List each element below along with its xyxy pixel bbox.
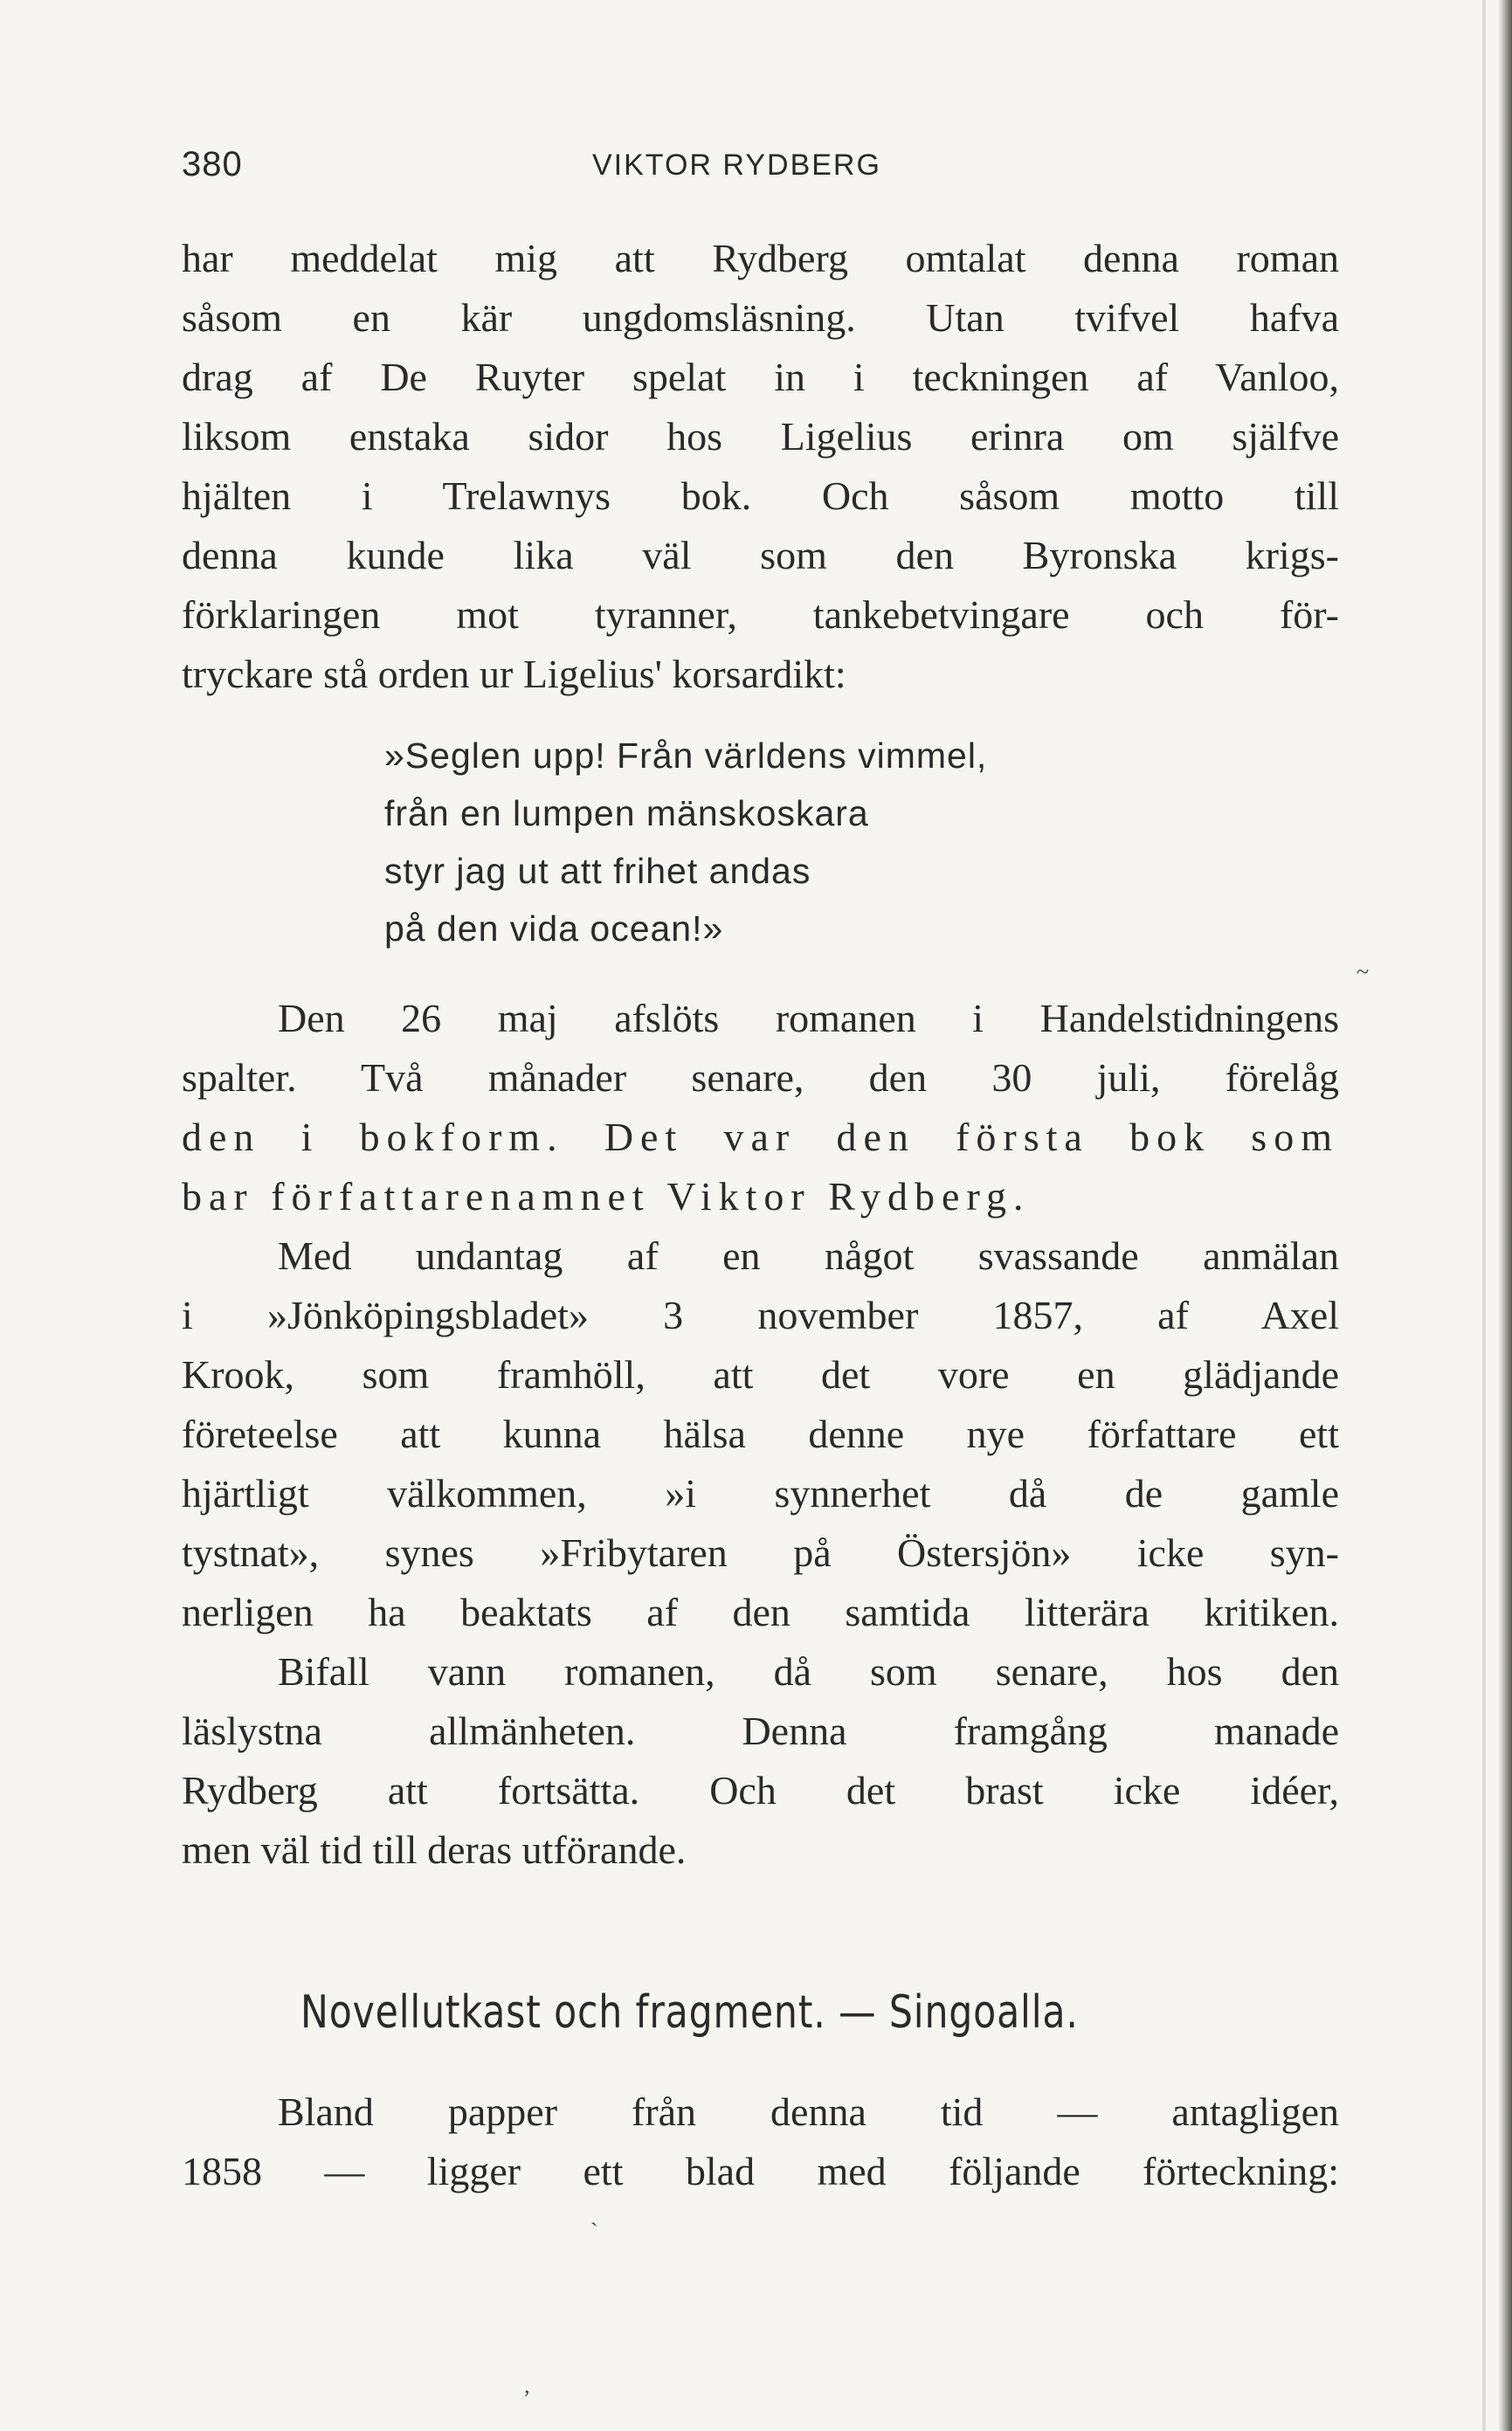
stray-mark: , bbox=[524, 2372, 530, 2398]
verse-line: styr jag ut att frihet andas bbox=[384, 851, 811, 891]
text-line: företeelse att kunna hälsa denne nye författare ett bbox=[182, 1412, 1339, 1456]
text-line: hjärtligt välkommen, »i synnerhet då de gamle bbox=[182, 1471, 1339, 1516]
page-header bbox=[182, 145, 942, 197]
text-line: tryckare stå orden ur Ligelius' korsardikt: bbox=[182, 652, 846, 696]
text-line: Med undantag af en något svassande anmälan bbox=[278, 1233, 1339, 1278]
text-line: nerligen ha beaktats af den samtida litterära kritiken. bbox=[182, 1590, 1339, 1634]
page-number: 380 bbox=[182, 145, 243, 183]
verse-line: från en lumpen mänskoskara bbox=[384, 793, 869, 833]
page-edge-line bbox=[1482, 0, 1486, 2431]
running-head: VIKTOR RYDBERG bbox=[592, 148, 881, 182]
verse-line: på den vida ocean!» bbox=[384, 908, 724, 949]
text-line: Bland papper från denna tid — antagligen bbox=[278, 2089, 1339, 2134]
text-line: Rydberg att fortsätta. Och det brast icke idéer, bbox=[182, 1768, 1339, 1813]
text-line: förklaringen mot tyranner, tankebetvingare och för- bbox=[182, 592, 1339, 637]
text-line: drag af De Ruyter spelat in i teckningen af Vanloo, bbox=[182, 355, 1339, 399]
stray-mark: ~ bbox=[1357, 959, 1370, 984]
text-line: bar författarenamnet Viktor Rydberg. bbox=[182, 1174, 1031, 1219]
text-line: spalter. Två månader senare, den 30 juli, förelåg bbox=[182, 1055, 1339, 1100]
text-line: hjälten i Trelawnys bok. Och såsom motto till bbox=[182, 473, 1339, 518]
stray-mark: ` bbox=[590, 2219, 598, 2244]
text-line: den i bokform. Det var den första bok som bbox=[182, 1115, 1339, 1159]
text-line: såsom en kär ungdomsläsning. Utan tvifvel hafva bbox=[182, 295, 1339, 340]
text-line: Bifall vann romanen, då som senare, hos den bbox=[278, 1649, 1339, 1694]
text-line: läslystna allmänheten. Denna framgång manade bbox=[182, 1709, 1339, 1753]
text-line: men väl tid till deras utförande. bbox=[182, 1827, 687, 1872]
text-line: liksom enstaka sidor hos Ligelius erinra om själfve bbox=[182, 414, 1339, 459]
text-line: denna kunde lika väl som den Byronska krigs- bbox=[182, 533, 1339, 577]
text-line: tystnat», synes »Fribytaren på Östersjön» icke syn- bbox=[182, 1530, 1339, 1575]
text-line: har meddelat mig att Rydberg omtalat denna roman bbox=[182, 236, 1339, 280]
text-line: Den 26 maj afslöts romanen i Handelstidningens bbox=[278, 996, 1339, 1040]
text-line: i »Jönköpingsbladet» 3 november 1857, af Axel bbox=[182, 1293, 1339, 1337]
section-heading: Novellutkast och fragment. — Singoalla. bbox=[300, 1986, 1079, 2039]
verse-line: »Seglen upp! Från världens vimmel, bbox=[384, 736, 988, 776]
text-line: 1858 — ligger ett blad med följande förteckning: bbox=[182, 2149, 1339, 2193]
text-line: Krook, som framhöll, att det vore en glädjande bbox=[182, 1352, 1339, 1397]
page-edge-shadow bbox=[1498, 0, 1512, 2431]
